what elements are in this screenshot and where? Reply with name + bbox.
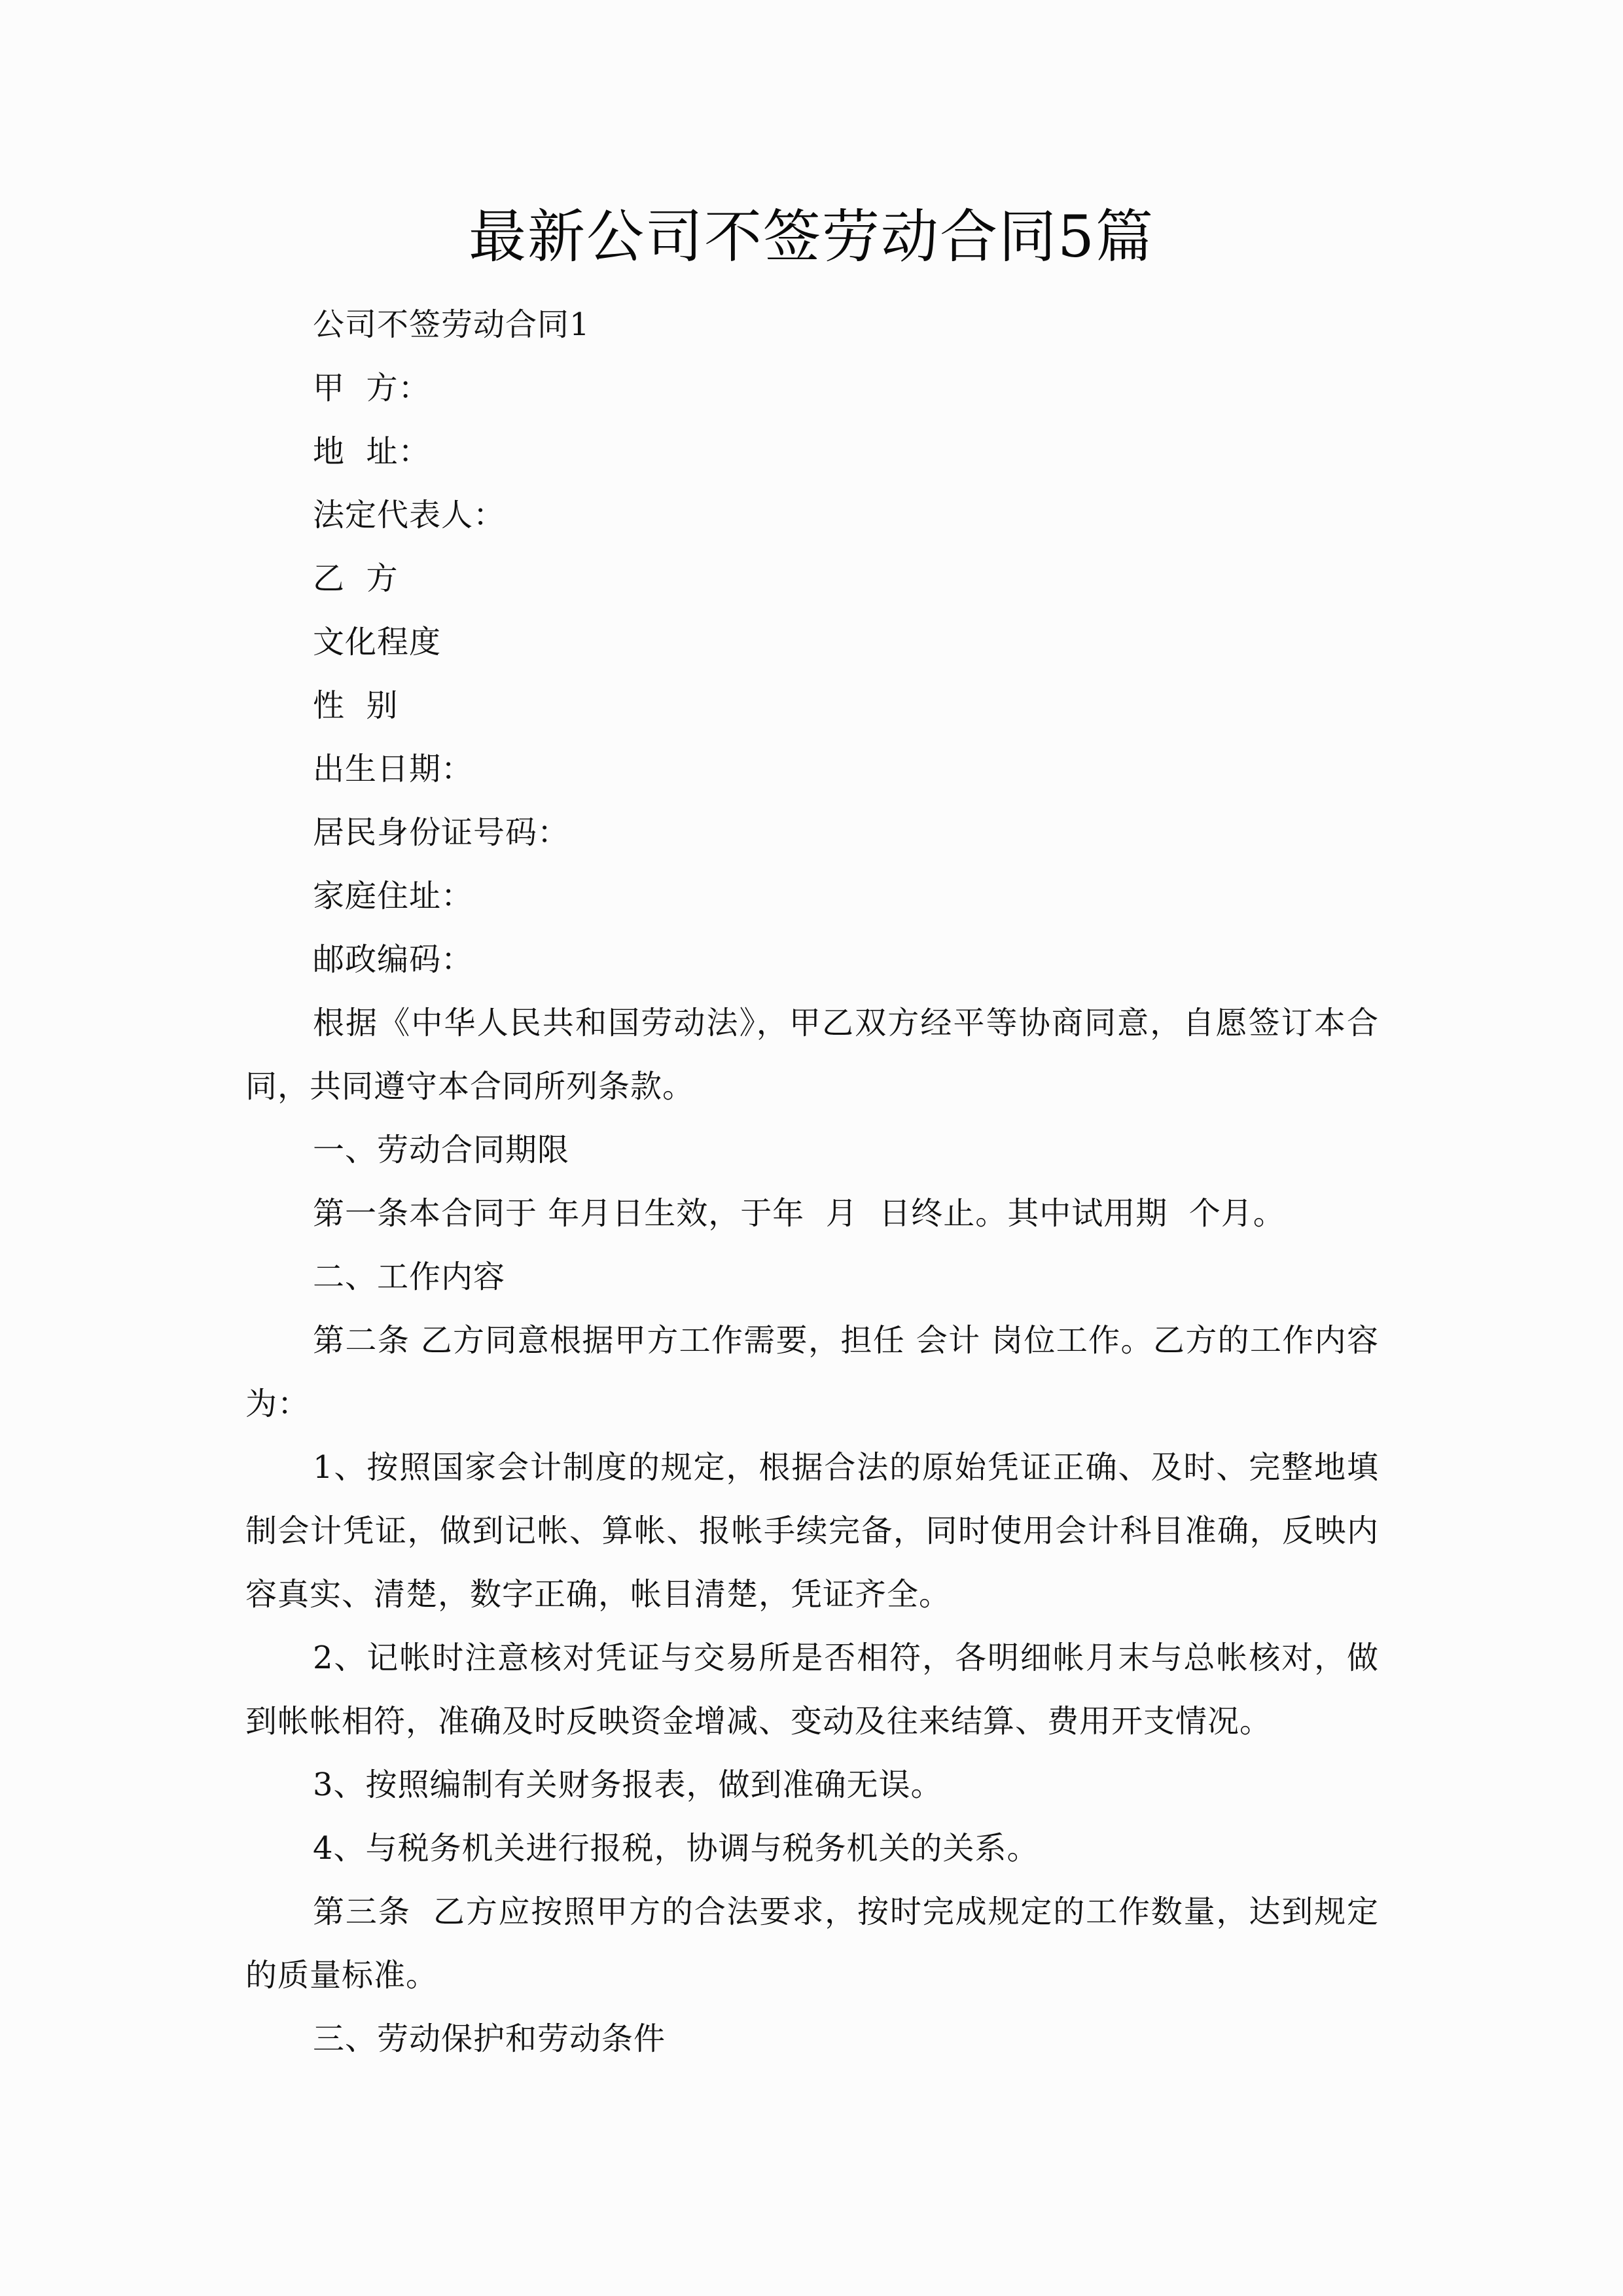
- field-birth-date: 出生日期：: [313, 751, 474, 787]
- section-heading-work-content: 二、工作内容: [313, 1259, 506, 1295]
- field-education: 文化程度: [313, 624, 442, 660]
- section-heading-labor-protection: 三、劳动保护和劳动条件: [313, 2020, 666, 2057]
- section-heading-contract-term: 一、劳动合同期限: [313, 1132, 570, 1168]
- article-3: 第三条 乙方应按照甲方的合法要求，按时完成规定的工作数量，达到规定的质量标准。: [245, 1893, 1379, 1994]
- document-title: 最新公司不签劳动合同5篇: [469, 203, 1154, 270]
- duty-item-2: 2、记帐时注意核对凭证与交易所是否相符，各明细帐月末与总帐核对，做到帐帐相符，准确及时反映资金增减、变动及往来结算、费用开支情况。: [245, 1640, 1379, 1740]
- field-gender: 性 别: [313, 687, 399, 724]
- document-body: [245, 293, 1379, 2071]
- field-address: 地 址：: [313, 433, 431, 470]
- field-postal-code: 邮政编码：: [313, 941, 474, 978]
- field-legal-representative: 法定代表人：: [313, 497, 506, 533]
- duty-item-4: 4、与税务机关进行报税，协调与税务机关的关系。: [313, 1830, 1039, 1867]
- field-home-address: 家庭住址：: [313, 878, 474, 914]
- field-id-number: 居民身份证号码：: [313, 814, 570, 851]
- duty-item-3: 3、按照编制有关财务报表，做到准确无误。: [313, 1767, 943, 1803]
- section-heading-contract-1: 公司不签劳动合同1: [313, 306, 590, 343]
- field-party-a: 甲 方：: [313, 370, 431, 406]
- article-2: 第二条 乙方同意根据甲方工作需要，担任 会计 岗位工作。乙方的工作内容为：: [245, 1322, 1379, 1422]
- duty-item-1: 1、按照国家会计制度的规定，根据合法的原始凭证正确、及时、完整地填制会计凭证，做到记帐、算帐、报帐手续完备，同时使用会计科目准确，反映内容真实、清楚，数字正确，帐目清楚，凭证齐全。: [245, 1449, 1379, 1613]
- article-1: 第一条本合同于 年月日生效，于年 月 日终止。其中试用期 个月。: [313, 1195, 1285, 1232]
- field-party-b: 乙 方: [313, 560, 399, 597]
- paragraph-preamble: 根据《中华人民共和国劳动法》，甲乙双方经平等协商同意，自愿签订本合同，共同遵守本合同所列条款。: [245, 1005, 1379, 1105]
